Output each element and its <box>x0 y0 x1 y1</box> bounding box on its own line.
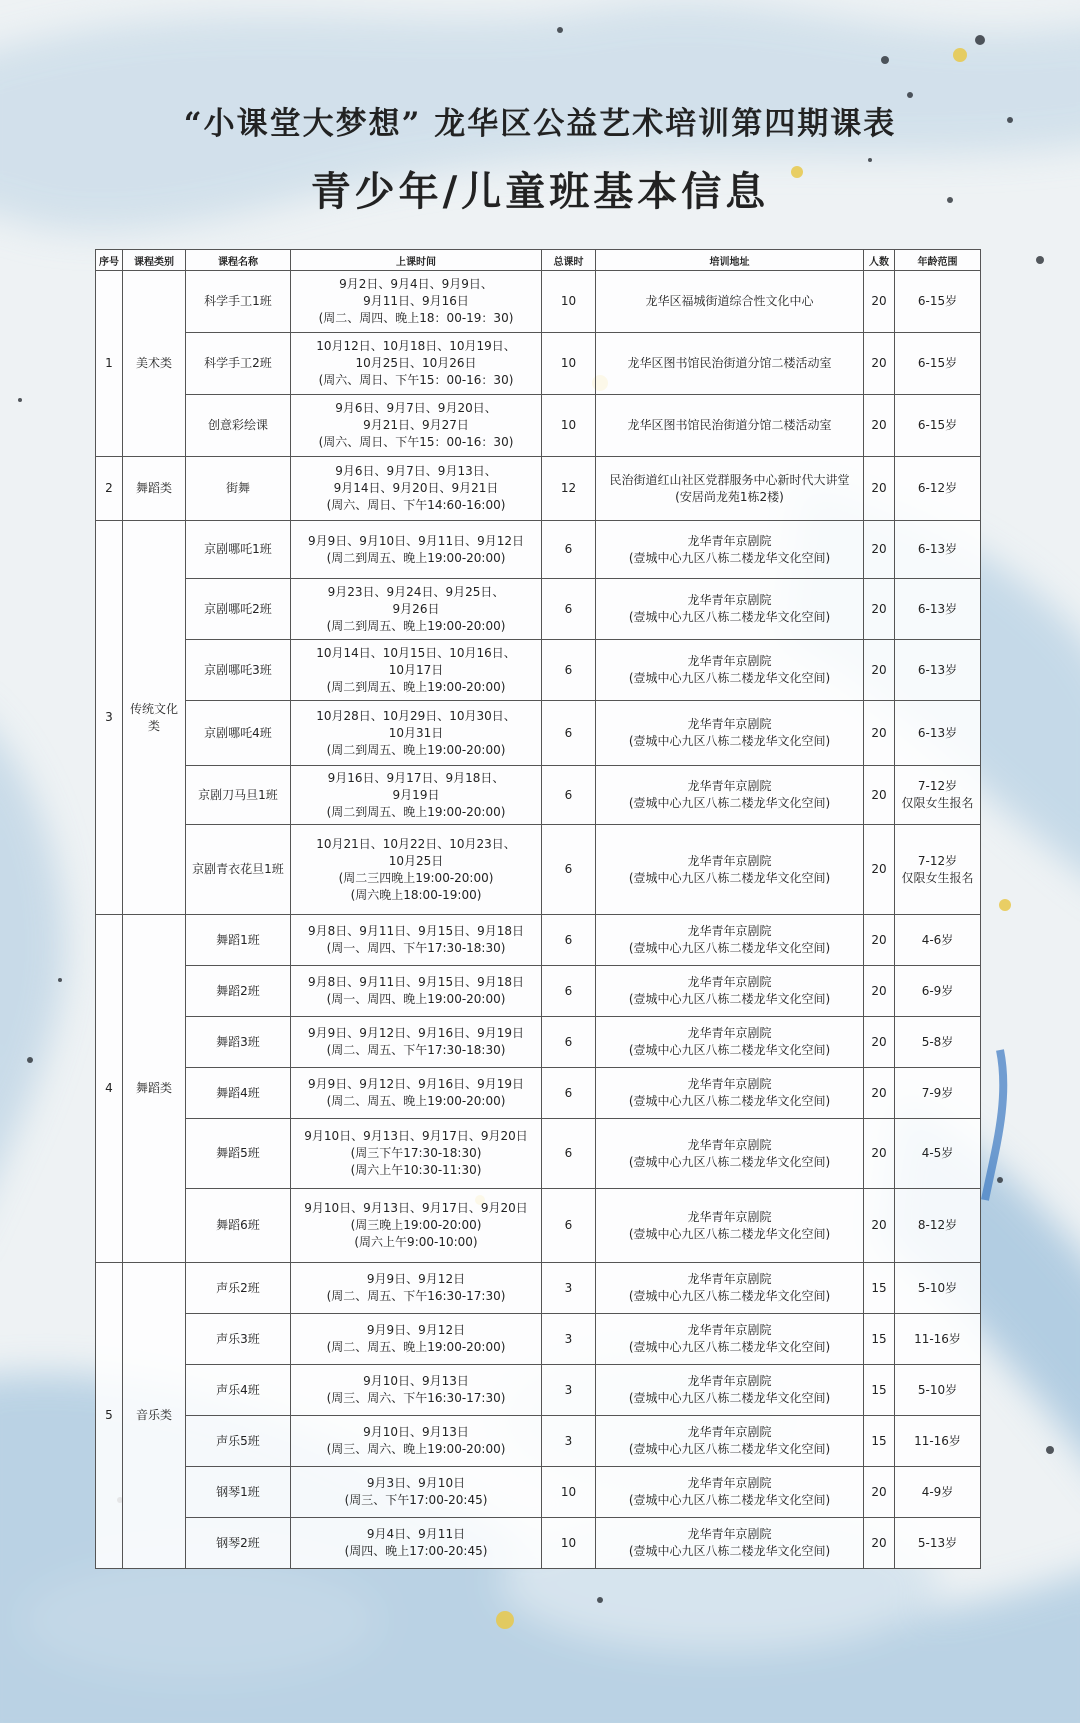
course-time-line: 9月9日、9月12日 <box>366 1323 466 1337</box>
course-hours: 6 <box>542 521 596 579</box>
course-address <box>596 521 864 579</box>
course-time-line: (周三下午17:30-18:30) <box>350 1146 482 1160</box>
course-address-line: (壹城中心九区八栋二楼龙华文化空间) <box>628 1094 831 1108</box>
course-time <box>291 1314 542 1365</box>
course-time-line: 9月8日、9月11日、9月15日、9月18日 <box>308 924 524 938</box>
course-age <box>895 579 981 640</box>
course-count: 15 <box>864 1314 895 1365</box>
table-body <box>96 271 981 1569</box>
course-time-line: 9月10日、9月13日、9月17日、9月20日 <box>304 1201 528 1215</box>
course-time <box>291 1189 542 1263</box>
course-address-line: 龙华区图书馆民治街道分馆二楼活动室 <box>627 356 832 370</box>
course-time-line: (周二、周五、下午16:30-17:30) <box>326 1289 506 1303</box>
course-age <box>895 1314 981 1365</box>
course-age <box>895 1119 981 1189</box>
course-age-line: 4-6岁 <box>921 932 954 947</box>
course-address <box>596 1365 864 1416</box>
course-count: 15 <box>864 1365 895 1416</box>
table-row <box>96 579 981 640</box>
course-time-line: 9月6日、9月7日、9月20日、 <box>335 401 497 415</box>
course-time <box>291 1467 542 1518</box>
course-hours: 6 <box>542 640 596 701</box>
course-address <box>596 579 864 640</box>
course-count: 20 <box>864 640 895 701</box>
course-name: 舞蹈4班 <box>186 1068 291 1119</box>
course-address-line: 龙华青年京剧院 <box>687 853 772 868</box>
course-age-line: 6-12岁 <box>917 481 958 495</box>
course-name: 创意彩绘课 <box>186 395 291 457</box>
table-row <box>96 1416 981 1467</box>
course-count: 20 <box>864 1119 895 1189</box>
group-number: 4 <box>96 915 123 1263</box>
course-time-line: (周六上午10:30-11:30) <box>350 1163 482 1177</box>
group-category: 美术类 <box>123 271 186 457</box>
table-row <box>96 1263 981 1314</box>
course-time-line: 9月19日 <box>392 787 440 802</box>
course-age-line: 11-16岁 <box>914 1433 961 1448</box>
course-age <box>895 395 981 457</box>
course-time-line: (周一、周四、下午17:30-18:30) <box>326 941 506 955</box>
course-time <box>291 1416 542 1467</box>
course-name: 京剧哪吒3班 <box>186 640 291 701</box>
course-time-line: 9月23日、9月24日、9月25日、 <box>327 584 505 599</box>
course-time <box>291 1017 542 1068</box>
table-row <box>96 701 981 766</box>
course-name: 京剧哪吒4班 <box>186 701 291 766</box>
table-row <box>96 1467 981 1518</box>
page-subtitle: 青少年/儿童班基本信息 <box>310 168 770 215</box>
course-age <box>895 1068 981 1119</box>
course-age-line: 7-12岁 <box>917 853 958 868</box>
course-address-line: 龙华青年京剧院 <box>687 1374 772 1388</box>
course-time-line: 9月14日、9月20日、9月21日 <box>333 481 499 495</box>
course-age <box>895 915 981 966</box>
course-address-line: (壹城中心九区八栋二楼龙华文化空间) <box>628 550 831 565</box>
group-number: 2 <box>96 457 123 521</box>
course-address-line: (壹城中心九区八栋二楼龙华文化空间) <box>628 1289 831 1303</box>
course-time-line: (周三、周六、晚上19:00-20:00) <box>326 1442 506 1456</box>
course-count: 15 <box>864 1263 895 1314</box>
course-hours: 3 <box>542 1365 596 1416</box>
course-hours: 10 <box>542 1467 596 1518</box>
course-time-line: 9月16日、9月17日、9月18日、 <box>327 770 505 785</box>
course-time <box>291 457 542 521</box>
table-row <box>96 1017 981 1068</box>
course-age <box>895 1189 981 1263</box>
course-age <box>895 457 981 521</box>
course-age-line: 6-15岁 <box>917 356 958 370</box>
course-hours: 12 <box>542 457 596 521</box>
course-address-line: (壹城中心九区八栋二楼龙华文化空间) <box>628 1226 831 1241</box>
course-name: 声乐2班 <box>186 1263 291 1314</box>
course-age-line: 仅限女生报名 <box>901 870 974 885</box>
course-count: 20 <box>864 521 895 579</box>
course-hours: 6 <box>542 915 596 966</box>
course-age <box>895 640 981 701</box>
table-row <box>96 271 981 333</box>
course-time <box>291 701 542 766</box>
course-time-line: (周二、周五、晚上19:00-20:00) <box>326 1340 506 1354</box>
course-time-line: 9月6日、9月7日、9月13日、 <box>335 464 497 478</box>
course-name: 舞蹈6班 <box>186 1189 291 1263</box>
course-address <box>596 333 864 395</box>
table-header-row <box>96 250 981 271</box>
course-age <box>895 825 981 915</box>
header-address: 培训地址 <box>596 250 864 271</box>
group-category: 舞蹈类 <box>123 457 186 521</box>
course-address-line: 龙华青年京剧院 <box>687 717 772 731</box>
course-time-line: (周四、晚上17:00-20:45) <box>344 1544 488 1558</box>
course-address <box>596 1416 864 1467</box>
course-address-line: 民治街道红山社区党群服务中心新时代大讲堂 <box>609 472 850 487</box>
course-hours: 6 <box>542 701 596 766</box>
course-age-line: 6-13岁 <box>917 542 958 556</box>
course-address-line: 龙华青年京剧院 <box>687 654 772 668</box>
course-time-line: 10月21日、10月22日、10月23日、 <box>316 836 516 851</box>
course-time <box>291 271 542 333</box>
course-time-line: 9月4日、9月11日 <box>366 1527 466 1541</box>
table-row <box>96 395 981 457</box>
course-age-line: 6-15岁 <box>917 294 958 308</box>
course-address-line: 龙华区福城街道综合性文化中心 <box>645 294 814 308</box>
course-age-line: 7-12岁 <box>917 779 958 793</box>
course-address <box>596 1017 864 1068</box>
course-hours: 6 <box>542 825 596 915</box>
course-age-line: 5-8岁 <box>921 1034 954 1049</box>
course-name: 舞蹈2班 <box>186 966 291 1017</box>
course-time-line: (周三、周六、下午16:30-17:30) <box>326 1391 506 1405</box>
course-address <box>596 395 864 457</box>
course-address-line: 龙华青年京剧院 <box>687 533 772 548</box>
course-address <box>596 1314 864 1365</box>
course-time-line: 10月28日、10月29日、10月30日、 <box>316 708 516 723</box>
course-count: 20 <box>864 1467 895 1518</box>
course-address-line: (壹城中心九区八栋二楼龙华文化空间) <box>628 734 831 748</box>
course-time-line: 9月9日、9月12日 <box>366 1272 466 1286</box>
course-time-line: (周二到周五、晚上19:00-20:00) <box>326 550 506 565</box>
table-row <box>96 1314 981 1365</box>
course-age-line: 6-13岁 <box>917 601 958 616</box>
course-age-line: 5-13岁 <box>917 1535 958 1550</box>
course-time <box>291 333 542 395</box>
course-age <box>895 1416 981 1467</box>
course-age-line: 6-13岁 <box>917 725 958 740</box>
course-time-line: (周六、周日、下午15：00-16：30) <box>318 435 514 449</box>
course-hours: 6 <box>542 766 596 825</box>
course-time-line: 9月9日、9月10日、9月11日、9月12日 <box>308 533 524 548</box>
course-name: 京剧刀马旦1班 <box>186 766 291 825</box>
course-address-line: 龙华青年京剧院 <box>687 593 772 607</box>
course-time-line: (周二三四晚上19:00-20:00) <box>338 870 494 885</box>
course-count: 15 <box>864 1416 895 1467</box>
course-address <box>596 640 864 701</box>
course-address-line: (壹城中心九区八栋二楼龙华文化空间) <box>628 796 831 810</box>
course-address-line: 龙华青年京剧院 <box>687 1209 772 1224</box>
course-time-line: 9月26日 <box>392 601 440 616</box>
course-time <box>291 640 542 701</box>
course-count: 20 <box>864 1189 895 1263</box>
course-address-line: 龙华青年京剧院 <box>687 1425 772 1439</box>
course-name: 舞蹈1班 <box>186 915 291 966</box>
course-age <box>895 333 981 395</box>
course-age <box>895 271 981 333</box>
header-course-name: 课程名称 <box>186 250 291 271</box>
course-age <box>895 1263 981 1314</box>
course-address-line: (壹城中心九区八栋二楼龙华文化空间) <box>628 870 831 885</box>
course-address-line: (壹城中心九区八栋二楼龙华文化空间) <box>628 610 831 624</box>
course-address <box>596 457 864 521</box>
course-address-line: (壹城中心九区八栋二楼龙华文化空间) <box>628 1442 831 1456</box>
table-row <box>96 966 981 1017</box>
table-row <box>96 1068 981 1119</box>
course-name: 科学手工2班 <box>186 333 291 395</box>
course-name: 京剧哪吒1班 <box>186 521 291 579</box>
course-address-line: (壹城中心九区八栋二楼龙华文化空间) <box>628 1043 831 1057</box>
course-hours: 10 <box>542 1518 596 1569</box>
course-count: 20 <box>864 271 895 333</box>
course-address-line: (壹城中心九区八栋二楼龙华文化空间) <box>628 941 831 955</box>
table-row <box>96 825 981 915</box>
table-row <box>96 640 981 701</box>
course-time-line: (周六、周日、下午15：00-16：30) <box>318 373 514 387</box>
course-count: 20 <box>864 395 895 457</box>
course-name: 京剧青衣花旦1班 <box>186 825 291 915</box>
course-address <box>596 766 864 825</box>
course-address-line: 龙华青年京剧院 <box>687 1323 772 1337</box>
group-number: 1 <box>96 271 123 457</box>
course-count: 20 <box>864 766 895 825</box>
course-address-line: 龙华青年京剧院 <box>687 1077 772 1091</box>
course-age <box>895 1365 981 1416</box>
course-age-line: 6-13岁 <box>917 662 958 677</box>
course-time <box>291 1518 542 1569</box>
course-time <box>291 915 542 966</box>
course-count: 20 <box>864 701 895 766</box>
course-time-line: 10月14日、10月15日、10月16日、 <box>316 645 516 660</box>
course-address-line: (安居尚龙苑1栋2楼) <box>675 489 784 504</box>
course-address <box>596 271 864 333</box>
course-hours: 6 <box>542 579 596 640</box>
course-hours: 6 <box>542 1189 596 1263</box>
course-time-line: (周六晚上18:00-19:00) <box>350 887 482 902</box>
course-age <box>895 966 981 1017</box>
course-name: 舞蹈5班 <box>186 1119 291 1189</box>
course-hours: 3 <box>542 1314 596 1365</box>
course-time <box>291 395 542 457</box>
course-time-line: (周二到周五、晚上19:00-20:00) <box>326 618 506 633</box>
course-time-line: 9月2日、9月4日、9月9日、 <box>339 277 493 291</box>
course-name: 钢琴2班 <box>186 1518 291 1569</box>
course-age <box>895 766 981 825</box>
course-time <box>291 579 542 640</box>
course-address-line: 龙华区图书馆民治街道分馆二楼活动室 <box>627 418 832 432</box>
course-hours: 6 <box>542 1119 596 1189</box>
course-address <box>596 915 864 966</box>
course-time-line: 9月9日、9月12日、9月16日、9月19日 <box>308 1026 524 1040</box>
course-hours: 6 <box>542 1017 596 1068</box>
course-time <box>291 966 542 1017</box>
course-address-line: (壹城中心九区八栋二楼龙华文化空间) <box>628 1493 831 1507</box>
course-time <box>291 825 542 915</box>
course-time-line: (周二到周五、晚上19:00-20:00) <box>326 804 506 819</box>
course-time <box>291 1068 542 1119</box>
course-time <box>291 766 542 825</box>
course-age-line: 4-9岁 <box>921 1484 954 1499</box>
course-address-line: 龙华青年京剧院 <box>687 924 772 938</box>
course-time-line: (周六、周日、下午14:60-16:00) <box>326 498 506 512</box>
header-age: 年龄范围 <box>895 250 981 271</box>
course-address-line: (壹城中心九区八栋二楼龙华文化空间) <box>628 671 831 685</box>
course-address <box>596 1263 864 1314</box>
table-row <box>96 521 981 579</box>
course-time-line: 9月11日、9月16日 <box>363 294 469 308</box>
header-hours: 总课时 <box>542 250 596 271</box>
course-address <box>596 701 864 766</box>
table-row <box>96 1189 981 1263</box>
page-title: “小课堂大梦想” 龙华区公益艺术培训第四期课表 <box>183 106 897 142</box>
course-count: 20 <box>864 966 895 1017</box>
course-time-line: 10月17日 <box>388 662 444 677</box>
table-row <box>96 1518 981 1569</box>
course-time-line: 10月25日 <box>388 853 444 868</box>
course-age-line: 6-9岁 <box>921 983 954 998</box>
course-address <box>596 825 864 915</box>
course-age-line: 4-5岁 <box>921 1146 954 1160</box>
course-count: 20 <box>864 1017 895 1068</box>
table-row <box>96 333 981 395</box>
course-address-line: 龙华青年京剧院 <box>687 1026 772 1040</box>
course-hours: 10 <box>542 271 596 333</box>
table-row <box>96 915 981 966</box>
course-time-line: (周六上午9:00-10:00) <box>354 1235 478 1249</box>
table-row <box>96 1119 981 1189</box>
table-row <box>96 457 981 521</box>
group-category: 传统文化类 <box>123 521 186 915</box>
course-address-line: (壹城中心九区八栋二楼龙华文化空间) <box>628 992 831 1006</box>
course-time-line: 9月9日、9月12日、9月16日、9月19日 <box>308 1077 524 1091</box>
course-address-line: (壹城中心九区八栋二楼龙华文化空间) <box>628 1340 831 1354</box>
course-address-line: 龙华青年京剧院 <box>687 1476 772 1490</box>
table-row <box>96 766 981 825</box>
group-category: 舞蹈类 <box>123 915 186 1263</box>
course-time-line: 9月8日、9月11日、9月15日、9月18日 <box>308 975 524 989</box>
header-time: 上课时间 <box>291 250 542 271</box>
course-hours: 3 <box>542 1416 596 1467</box>
course-count: 20 <box>864 333 895 395</box>
header-category: 课程类别 <box>123 250 186 271</box>
course-count: 20 <box>864 457 895 521</box>
course-age <box>895 1467 981 1518</box>
course-age <box>895 1017 981 1068</box>
course-address <box>596 1467 864 1518</box>
course-age-line: 11-16岁 <box>914 1331 961 1346</box>
group-number: 5 <box>96 1263 123 1569</box>
course-name: 科学手工1班 <box>186 271 291 333</box>
table-row <box>96 1365 981 1416</box>
course-hours: 6 <box>542 966 596 1017</box>
course-address-line: (壹城中心九区八栋二楼龙华文化空间) <box>628 1391 831 1405</box>
course-time <box>291 1263 542 1314</box>
course-age-line: 仅限女生报名 <box>901 796 974 810</box>
header-no: 序号 <box>96 250 123 271</box>
group-category: 音乐类 <box>123 1263 186 1569</box>
course-address <box>596 1119 864 1189</box>
group-number: 3 <box>96 521 123 915</box>
course-address-line: 龙华青年京剧院 <box>687 1137 772 1152</box>
course-time <box>291 521 542 579</box>
header-count: 人数 <box>864 250 895 271</box>
course-address <box>596 1189 864 1263</box>
course-age-line: 5-10岁 <box>917 1382 958 1397</box>
course-time-line: (周二到周五、晚上19:00-20:00) <box>326 679 506 694</box>
course-address-line: 龙华青年京剧院 <box>687 779 772 793</box>
course-time-line: (周二、周五、下午17:30-18:30) <box>326 1043 506 1057</box>
course-age <box>895 521 981 579</box>
course-age-line: 6-15岁 <box>917 418 958 432</box>
course-age <box>895 1518 981 1569</box>
course-address <box>596 1518 864 1569</box>
course-time <box>291 1119 542 1189</box>
course-time-line: 9月10日、9月13日、9月17日、9月20日 <box>304 1129 528 1143</box>
course-name: 声乐3班 <box>186 1314 291 1365</box>
course-address <box>596 1068 864 1119</box>
course-address <box>596 966 864 1017</box>
course-name: 舞蹈3班 <box>186 1017 291 1068</box>
course-age-line: 7-9岁 <box>921 1085 954 1100</box>
course-address-line: (壹城中心九区八栋二楼龙华文化空间) <box>628 1154 831 1169</box>
course-time <box>291 1365 542 1416</box>
course-count: 20 <box>864 1518 895 1569</box>
course-count: 20 <box>864 825 895 915</box>
course-time-line: (周二、周四、晚上18：00-19：30) <box>318 311 514 325</box>
schedule-table <box>95 249 981 1569</box>
course-hours: 10 <box>542 395 596 457</box>
course-name: 声乐5班 <box>186 1416 291 1467</box>
course-time-line: 10月25日、10月26日 <box>355 356 477 370</box>
course-address-line: 龙华青年京剧院 <box>687 1272 772 1286</box>
course-time-line: 9月21日、9月27日 <box>363 418 469 432</box>
course-name: 街舞 <box>186 457 291 521</box>
course-time-line: (周二、周五、晚上19:00-20:00) <box>326 1094 506 1108</box>
course-time-line: 9月10日、9月13日 <box>363 1425 469 1439</box>
course-count: 20 <box>864 1068 895 1119</box>
course-age-line: 8-12岁 <box>917 1218 958 1232</box>
course-address-line: (壹城中心九区八栋二楼龙华文化空间) <box>628 1544 831 1558</box>
course-count: 20 <box>864 915 895 966</box>
course-hours: 6 <box>542 1068 596 1119</box>
course-time-line: 10月12日、10月18日、10月19日、 <box>316 339 516 353</box>
course-time-line: 9月10日、9月13日 <box>363 1374 469 1388</box>
course-time-line: (周三、下午17:00-20:45) <box>344 1493 488 1507</box>
course-time-line: (周三晚上19:00-20:00) <box>350 1218 482 1232</box>
course-name: 京剧哪吒2班 <box>186 579 291 640</box>
course-time-line: 9月3日、9月10日 <box>366 1476 466 1490</box>
course-address-line: 龙华青年京剧院 <box>687 975 772 989</box>
course-count: 20 <box>864 579 895 640</box>
course-age-line: 5-10岁 <box>917 1280 958 1295</box>
course-time-line: (周一、周四、晚上19:00-20:00) <box>326 992 506 1006</box>
course-age <box>895 701 981 766</box>
course-hours: 3 <box>542 1263 596 1314</box>
course-time-line: (周二到周五、晚上19:00-20:00) <box>326 742 506 757</box>
course-name: 声乐4班 <box>186 1365 291 1416</box>
course-name: 钢琴1班 <box>186 1467 291 1518</box>
course-time-line: 10月31日 <box>388 725 444 740</box>
course-hours: 10 <box>542 333 596 395</box>
course-address-line: 龙华青年京剧院 <box>687 1527 772 1541</box>
